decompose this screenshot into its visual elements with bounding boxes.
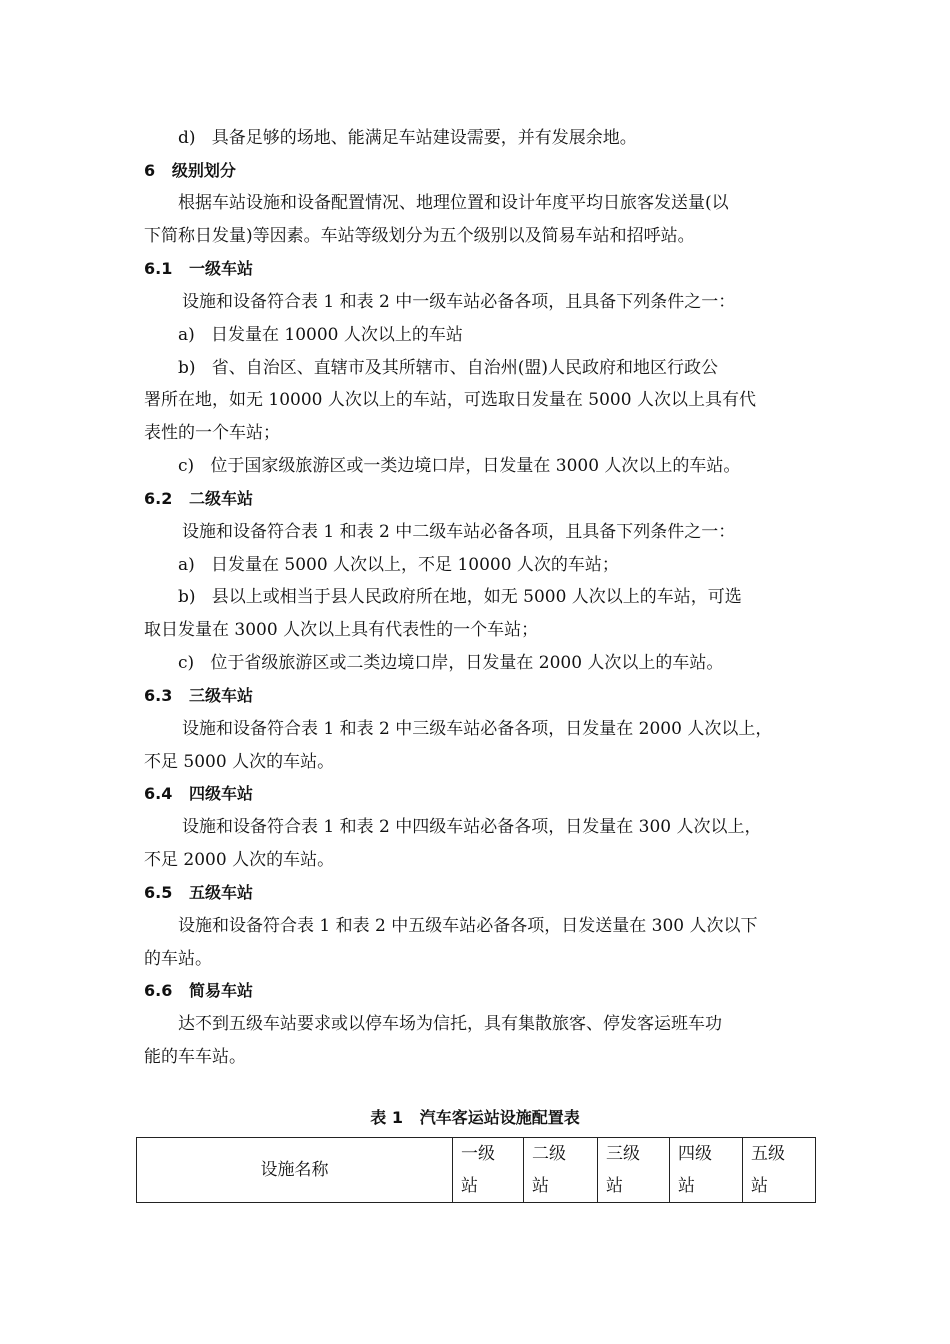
header-level-text: 站 <box>678 1176 695 1196</box>
paragraph-line: 达不到五级车站要求或以停车场为信托，具有集散旅客、停发客运班车功 <box>178 1014 722 1034</box>
paragraph-line: 不足 2000 人次的车站。 <box>144 850 335 870</box>
section-heading-6-2: 6.2 二级车站 <box>144 489 254 508</box>
header-level-text: 站 <box>532 1176 549 1196</box>
paragraph-line: 的车站。 <box>144 949 212 969</box>
header-level-text: 站 <box>606 1176 623 1196</box>
section-heading-6-6: 6.6 简易车站 <box>144 981 254 1000</box>
section-heading-6-3: 6.3 三级车站 <box>144 686 254 705</box>
paragraph-line: 下简称日发量)等因素。车站等级划分为五个级别以及简易车站和招呼站。 <box>144 226 695 246</box>
list-item-c: c) 位于省级旅游区或二类边境口岸，日发量在 2000 人次以上的车站。 <box>178 653 724 673</box>
section-heading-6: 6 级别划分 <box>144 161 236 180</box>
header-level-text: 一级 <box>461 1144 495 1164</box>
header-level-text: 站 <box>751 1176 768 1196</box>
paragraph-line: 能的车车站。 <box>144 1047 246 1067</box>
list-item-d: d) 具备足够的场地、能满足车站建设需要，并有发展余地。 <box>178 128 637 148</box>
section-heading-6-1: 6.1 一级车站 <box>144 259 254 278</box>
header-level-text: 二级 <box>532 1144 566 1164</box>
header-level-text: 四级 <box>678 1144 712 1164</box>
section-heading-6-4: 6.4 四级车站 <box>144 784 254 803</box>
table-header-row <box>137 1138 816 1203</box>
list-item-a: a) 日发量在 5000 人次以上，不足 10000 人次的车站； <box>178 555 619 575</box>
list-item-c: c) 位于国家级旅游区或一类边境口岸，日发量在 3000 人次以上的车站。 <box>178 456 741 476</box>
paragraph-line: 设施和设备符合表 1 和表 2 中三级车站必备各项，日发量在 2000 人次以上， <box>182 719 773 739</box>
paragraph-line: 表性的一个车站； <box>144 423 280 443</box>
section-heading-6-5: 6.5 五级车站 <box>144 883 254 902</box>
paragraph-line: 设施和设备符合表 1 和表 2 中四级车站必备各项，日发量在 300 人次以上， <box>182 817 762 837</box>
header-level-2 <box>524 1138 598 1203</box>
header-facility-name: 设施名称 <box>137 1138 453 1203</box>
paragraph-line: 设施和设备符合表 1 和表 2 中一级车站必备各项，且具备下列条件之一： <box>182 292 736 312</box>
facility-config-table <box>136 1137 816 1203</box>
header-level-4 <box>670 1138 743 1203</box>
list-item-a: a) 日发量在 10000 人次以上的车站 <box>178 325 463 345</box>
paragraph-line: 根据车站设施和设备配置情况、地理位置和设计年度平均日旅客发送量(以 <box>178 193 729 213</box>
header-level-text: 站 <box>461 1176 478 1196</box>
header-level-3 <box>598 1138 670 1203</box>
paragraph-line: 设施和设备符合表 1 和表 2 中二级车站必备各项，且具备下列条件之一： <box>182 522 736 542</box>
header-level-text: 三级 <box>606 1144 640 1164</box>
paragraph-line: 取日发量在 3000 人次以上具有代表性的一个车站； <box>144 620 539 640</box>
header-level-1 <box>453 1138 524 1203</box>
list-item-b: b) 县以上或相当于县人民政府所在地，如无 5000 人次以上的车站，可选 <box>178 587 742 607</box>
list-item-b: b) 省、自治区、直辖市及其所辖市、自治州(盟)人民政府和地区行政公 <box>178 358 718 378</box>
table-caption: 表 1 汽车客运站设施配置表 <box>370 1108 580 1127</box>
paragraph-line: 不足 5000 人次的车站。 <box>144 752 335 772</box>
header-level-5 <box>743 1138 816 1203</box>
header-level-text: 五级 <box>751 1144 785 1164</box>
paragraph-line: 设施和设备符合表 1 和表 2 中五级车站必备各项，日发送量在 300 人次以下 <box>178 916 758 936</box>
paragraph-line: 署所在地，如无 10000 人次以上的车站，可选取日发量在 5000 人次以上具有代 <box>144 390 756 410</box>
